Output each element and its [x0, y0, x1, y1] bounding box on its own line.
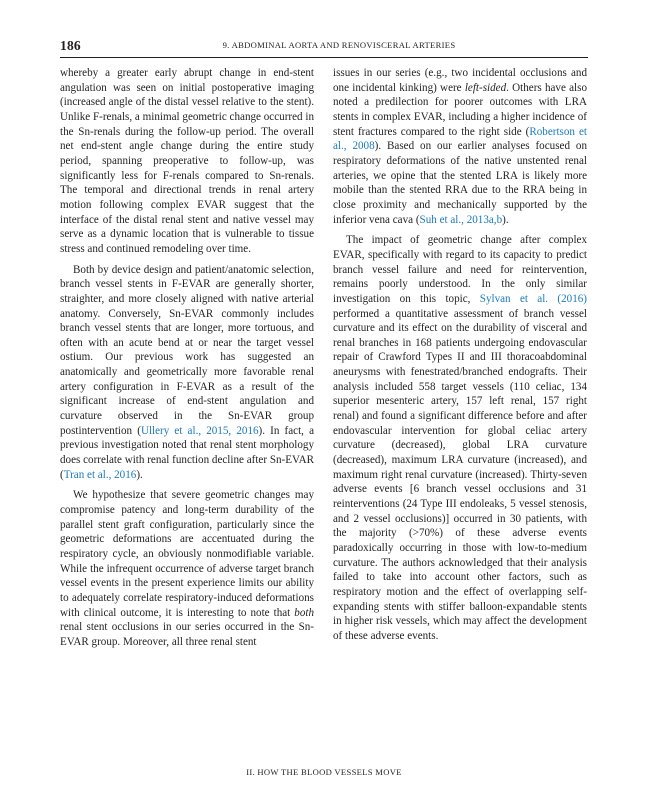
- paragraph-text: ).: [136, 468, 143, 481]
- citation-link[interactable]: Tran et al., 2016: [63, 468, 137, 481]
- citation-link[interactable]: Ullery et al., 2015, 2016: [140, 424, 259, 437]
- paragraph: [333, 233, 587, 643]
- paragraph-text: renal stent occlusions in our series occurred in the Sn-EVAR group. Moreover, all three renal stent: [60, 621, 314, 648]
- paragraph: [60, 488, 314, 649]
- running-title: 9. ABDOMINAL AORTA AND RENOVISCERAL ARTERIES: [222, 40, 456, 50]
- paragraph-text: ).: [502, 213, 509, 226]
- paragraph-text: issues in our series (e.g., two incidental occlusions and one incidental kinking) were: [333, 67, 587, 94]
- paragraph-text: performed a quantitative assessment of branch vessel curvature and its effect on the durability of visceral and renal branches in 168 patients undergoing endovascular repair of Crawford Types II and III thoracoabdominal aneurysms with fenestrated/branched endografts. Their analysis included 558 target vessels (110 celiac, 134 superior mesenteric artery, 157 left renal, 157 right renal) and found a significant difference before and after endovascular intervention for global celiac artery curvature (decreased), global LRA curvature (decreased), maximum LRA curvature (increased), and maximum right renal curvature (increased). Thirty-seven adverse events [6 branch vessel occlusions and 31 reinterventions (24 Type III endoleaks, 5 vessel stenosis, and 2 vessel occlusions)] occurred in 30 patients, with the majority (>70%) of these adverse events paradoxically occurring in those with low-to-medium curvature. The authors acknowledged that their analysis failed to take into account other factors, such as respiratory motion and the effect of overlapping self-expanding stents with stiffer balloon-expandable stents in higher risk vessels, which may affect the development of these adverse events.: [333, 307, 587, 642]
- emphasis-text: both: [294, 606, 314, 619]
- header-rule: [60, 57, 588, 58]
- paragraph: [333, 66, 587, 227]
- page-footer: II. HOW THE BLOOD VESSELS MOVE: [246, 767, 402, 777]
- paragraph-text: ). In fact, a previous investigation noted that renal stent morphology does correlate with renal function decline after Sn-EVAR (: [60, 424, 314, 481]
- emphasis-text: left-sided: [464, 81, 507, 94]
- paragraph: [60, 263, 314, 483]
- page-header: [60, 38, 588, 56]
- paragraph-text: whereby a greater early abrupt change in end-stent angulation was seen on initial postoperative imaging (increased angle of the distal vessel relative to the stent). Unlike F-renals, a minimal geometric change occurred in the Sn-renals during the follow-up period. The overall net end-stent angle change during the entire study period, spanning preoperative to follow-up, was significantly less for F-renals compared to Sn-renals. The temporal and directional trends in renal artery motion following complex EVAR suggest that the interface of the distal renal stent and native vessel may serve as a dynamic location that is vulnerable to tissue stress and continued remodeling over time.: [60, 67, 314, 255]
- paragraph-text: . Others have also noted a predilection for poorer outcomes with LRA stents in complex EVAR, including a higher incidence of stent fractures compared to the right side (: [333, 81, 588, 138]
- citation-link[interactable]: Sylvan et al. (2016): [479, 292, 588, 305]
- paragraph: [60, 66, 314, 257]
- left-column: [60, 66, 314, 650]
- paragraph-text: The impact of geometric change after complex EVAR, specifically with regard to its capacity to predict branch vessel failure and need for reintervention, remains poorly understood. In the only similar investigation on this topic,: [333, 234, 587, 305]
- citation-link[interactable]: Robertson et al., 2008: [333, 125, 587, 153]
- paragraph-text: ). Based on our earlier analyses focused on respiratory deformations of the native unstented renal arteries, we opine that the stented LRA is likely more mobile than the stented RRA due to the RRA being in close proximity and mechanically supported by the inferior vena cava (: [333, 140, 587, 226]
- page-number: 186: [60, 38, 81, 53]
- paragraph-text: Both by device design and patient/anatomic selection, branch vessel stents in F-EVAR are generally shorter, straighter, and more closely aligned with native arterial anatomy. Conversely, Sn-EVAR commonly includes branch vessel stents that are longer, more tortuous, and often with an acute bend at or near the target vessel ostium. Our previous work has suggested an anatomically and geometrically more favorable renal artery configuration in F-EVAR as a result of the significant increase of end-stent angulation and curvature observed in the Sn-EVAR group postintervention (: [60, 263, 314, 437]
- paragraph-text: We hypothesize that severe geometric changes may compromise patency and long-term durability of the parallel stent graft configuration, particularly since the geometric deformations are accentuated during the respiratory cycle, an obviously nonmodifiable variable. While the infrequent occurrence of adverse target branch vessel events in the present experience limits our ability to adequately correlate respiratory-induced deformations with clinical outcome, it is interesting to note that: [60, 489, 314, 619]
- citation-link[interactable]: Suh et al., 2013a,b: [419, 213, 503, 226]
- right-column: [333, 66, 587, 644]
